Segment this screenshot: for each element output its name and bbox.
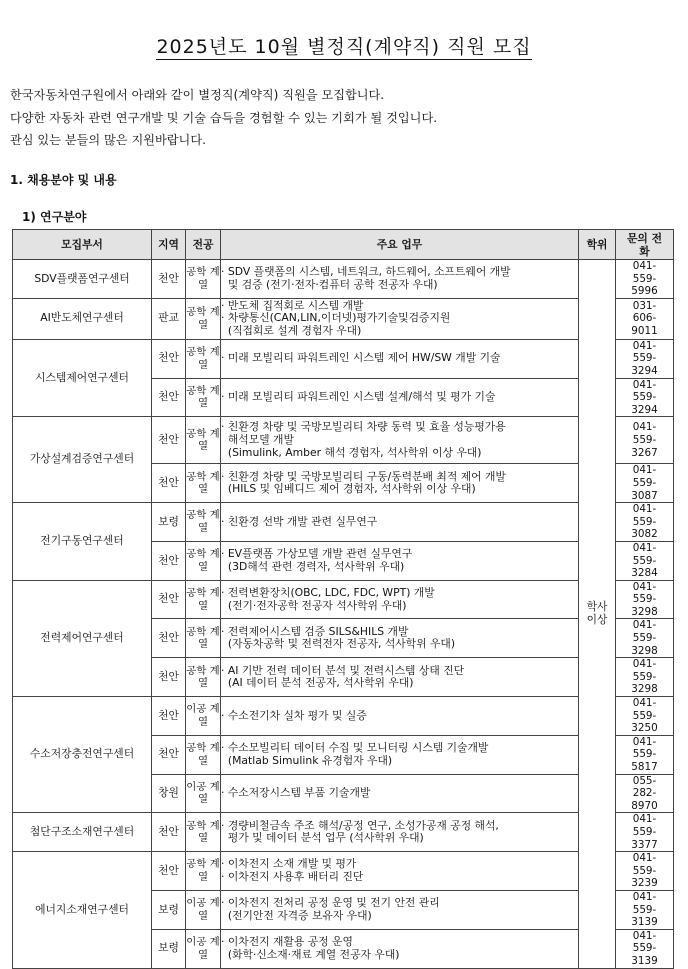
phone-cell: 041-559-3139: [616, 929, 674, 968]
dept-cell: 시스템제어연구센터: [13, 339, 152, 417]
phone-cell: 041-559-3250: [616, 697, 674, 736]
duty-line: · EV플랫폼 가상모델 개발 관련 실무연구: [221, 548, 413, 561]
location-cell: 보령: [152, 890, 186, 929]
duty-line: · 이차전지 재활용 공정 운영: [221, 936, 353, 949]
duty-line: (전기·전자공학 전공자 석사학위 우대): [221, 599, 407, 612]
dept-cell: 첨단구조소재연구센터: [13, 813, 152, 852]
duty-cell: [221, 298, 579, 339]
location-cell: 천안: [152, 697, 186, 736]
jobs-table: [12, 229, 674, 969]
duty-line: (3D해석 관련 경력자, 석사학위 우대): [221, 560, 405, 573]
duty-line: · AI 기반 전력 데이터 분석 및 전력시스템 상태 진단: [221, 664, 465, 677]
duty-line: · 수소전기차 실차 평가 및 실증: [221, 709, 367, 722]
page-title: 2025년도 10월 별정직(계약직) 직원 모집: [156, 36, 532, 58]
intro-line: 한국자동차연구원에서 아래와 같이 별정직(계약직) 직원을 모집합니다.: [10, 88, 385, 102]
header-duty: 주요 업무: [221, 230, 579, 260]
phone-cell: 031-606-9011: [616, 298, 674, 339]
section-heading: 1. 채용분야 및 내용: [10, 173, 117, 187]
duty-line: · 경량비철금속 주조 해석/공정 연구, 소성가공재 공정 해석,: [221, 819, 499, 832]
duty-line: (자동차공학 및 전력전자 전공자, 석사학위 우대): [221, 638, 456, 651]
header-loc: 지역: [152, 230, 186, 260]
duty-cell: [221, 813, 579, 852]
duty-cell: [221, 541, 579, 580]
duty-cell: [221, 378, 579, 417]
phone-cell: 041-559-5817: [616, 735, 674, 774]
phone-cell: 041-559-3298: [616, 619, 674, 658]
duty-cell: [221, 503, 579, 542]
duty-cell: [221, 929, 579, 968]
duty-line: · 수소모빌리티 데이터 수집 및 모니터링 시스템 기술개발: [221, 742, 489, 755]
duty-line: · 친환경 차량 및 국방모빌리티 차량 동력 및 효율 성능평가용: [221, 421, 506, 434]
duty-line: · 차량통신(CAN,LIN,이더넷)평가기술및검증지원: [221, 312, 451, 325]
major-cell: 공학 계열: [186, 852, 221, 891]
phone-cell: 041-559-3298: [616, 580, 674, 619]
duty-cell: [221, 890, 579, 929]
duty-line: · 전력변환장치(OBC, LDC, FDC, WPT) 개발: [221, 586, 435, 599]
table-row: [13, 580, 674, 619]
duty-line: (직접회로 설계 경험자 우대): [221, 325, 362, 338]
duty-line: · 친환경 차량 및 국방모빌리티 구동/동력분배 최적 제어 개발: [221, 470, 506, 483]
duty-line: · 이차전지 소재 개발 및 평가: [221, 858, 357, 871]
location-cell: 창원: [152, 774, 186, 813]
table-row: [13, 852, 674, 891]
major-cell: 공학 계열: [186, 298, 221, 339]
phone-cell: 041-559-3087: [616, 464, 674, 503]
duty-line: · 이차전지 사용후 배터리 진단: [221, 871, 364, 884]
location-cell: 판교: [152, 298, 186, 339]
major-cell: 공학 계열: [186, 619, 221, 658]
phone-cell: 041-559-3294: [616, 339, 674, 378]
major-cell: 공학 계열: [186, 417, 221, 464]
location-cell: 천안: [152, 735, 186, 774]
dept-cell: 에너지소재연구센터: [13, 852, 152, 968]
table-row: [13, 813, 674, 852]
duty-line: · 친환경 선박 개발 관련 실무연구: [221, 515, 378, 528]
phone-cell: 041-559-3377: [616, 813, 674, 852]
major-cell: 공학 계열: [186, 464, 221, 503]
duty-cell: [221, 852, 579, 891]
dept-cell: 전기구동연구센터: [13, 503, 152, 581]
phone-cell: 041-559-5996: [616, 260, 674, 299]
duty-line: · 전력제어시스템 검증 SILS&HILS 개발: [221, 625, 409, 638]
duty-cell: [221, 735, 579, 774]
phone-cell: 041-559-3298: [616, 658, 674, 697]
duty-line: (전기안전 자격증 보유자 우대): [221, 909, 372, 922]
location-cell: 천안: [152, 619, 186, 658]
table-header-row: [13, 230, 674, 260]
phone-cell: 041-559-3294: [616, 378, 674, 417]
table-row: [13, 503, 674, 542]
duty-line: · 미래 모빌리티 파워트레인 시스템 제어 HW/SW 개발 기술: [221, 352, 501, 365]
location-cell: 천안: [152, 658, 186, 697]
duty-cell: [221, 339, 579, 378]
duty-line: (HILS 및 임베디드 제어 경험자, 석사학위 이상 우대): [221, 483, 476, 496]
major-cell: 이공 계열: [186, 929, 221, 968]
location-cell: 천안: [152, 417, 186, 464]
duty-line: · 이차전지 전처리 공정 운영 및 전기 안전 관리: [221, 897, 440, 910]
phone-cell: 041-559-3284: [616, 541, 674, 580]
duty-cell: [221, 260, 579, 299]
major-cell: 공학 계열: [186, 503, 221, 542]
duty-line: · 수소저장시스템 부품 기술개발: [221, 787, 371, 800]
location-cell: 보령: [152, 929, 186, 968]
table-row: [13, 339, 674, 378]
duty-line: · 미래 모빌리티 파워트레인 시스템 설계/해석 및 평가 기술: [221, 391, 496, 404]
major-cell: 이공 계열: [186, 890, 221, 929]
major-cell: 공학 계열: [186, 260, 221, 299]
duty-line: 해석모델 개발: [221, 434, 294, 447]
major-cell: 공학 계열: [186, 580, 221, 619]
location-cell: 보령: [152, 503, 186, 542]
location-cell: 천안: [152, 852, 186, 891]
duty-cell: [221, 619, 579, 658]
intro-line: 관심 있는 분들의 많은 지원바랍니다.: [10, 133, 206, 147]
location-cell: 천안: [152, 813, 186, 852]
location-cell: 천안: [152, 260, 186, 299]
dept-cell: AI반도체연구센터: [13, 298, 152, 339]
phone-cell: 041-559-3267: [616, 417, 674, 464]
dept-cell: 전력제어연구센터: [13, 580, 152, 696]
duty-cell: [221, 774, 579, 813]
location-cell: 천안: [152, 339, 186, 378]
degree-cell: 학사 이상: [579, 260, 616, 969]
header-phone: 문의 전화: [616, 230, 674, 260]
phone-cell: 055-282-8970: [616, 774, 674, 813]
dept-cell: 수소저장충전연구센터: [13, 697, 152, 813]
duty-line: 평가 및 데이터 분석 업무 (석사학위 우대): [221, 832, 424, 845]
dept-cell: SDV플랫폼연구센터: [13, 260, 152, 299]
major-cell: 공학 계열: [186, 735, 221, 774]
duty-line: (Simulink, Amber 해석 경험자, 석사학위 이상 우대): [221, 446, 482, 459]
location-cell: 천안: [152, 580, 186, 619]
location-cell: 천안: [152, 541, 186, 580]
major-cell: 이공 계열: [186, 697, 221, 736]
duty-line: · SDV 플랫폼의 시스템, 네트워크, 하드웨어, 소프트웨어 개발: [221, 266, 511, 279]
duty-cell: [221, 697, 579, 736]
phone-cell: 041-559-3239: [616, 852, 674, 891]
duty-line: (화학·신소재·재료 계열 전공자 우대): [221, 948, 400, 961]
header-degree: 학위: [579, 230, 616, 260]
dept-cell: 가상설계검증연구센터: [13, 417, 152, 503]
phone-cell: 041-559-3139: [616, 890, 674, 929]
duty-cell: [221, 658, 579, 697]
duty-cell: [221, 580, 579, 619]
intro-text: [10, 84, 437, 152]
subsection-heading: 1) 연구분야: [22, 210, 87, 224]
major-cell: 공학 계열: [186, 813, 221, 852]
intro-line: 다양한 자동차 관련 연구개발 및 기술 습득을 경험할 수 있는 기회가 될 것입니다.: [10, 110, 438, 125]
duty-line: · 반도체 집적회로 시스템 개발: [221, 299, 364, 312]
location-cell: 천안: [152, 464, 186, 503]
phone-cell: 041-559-3082: [616, 503, 674, 542]
major-cell: 이공 계열: [186, 774, 221, 813]
table-row: [13, 298, 674, 339]
header-major: 전공: [186, 230, 221, 260]
table-row: [13, 697, 674, 736]
duty-line: (AI 데이터 분석 전공자, 석사학위 우대): [221, 677, 414, 690]
duty-line: 및 검증 (전기·전자·컴퓨터 공학 전공자 우대): [221, 278, 438, 291]
table-row: [13, 260, 674, 299]
duty-cell: [221, 417, 579, 464]
duty-cell: [221, 464, 579, 503]
header-dept: 모집부서: [13, 230, 152, 260]
major-cell: 공학 계열: [186, 339, 221, 378]
duty-line: (Matlab Simulink 유경험자 우대): [221, 754, 393, 767]
major-cell: 공학 계열: [186, 378, 221, 417]
table-row: [13, 417, 674, 464]
location-cell: 천안: [152, 378, 186, 417]
major-cell: 공학 계열: [186, 541, 221, 580]
major-cell: 공학 계열: [186, 658, 221, 697]
